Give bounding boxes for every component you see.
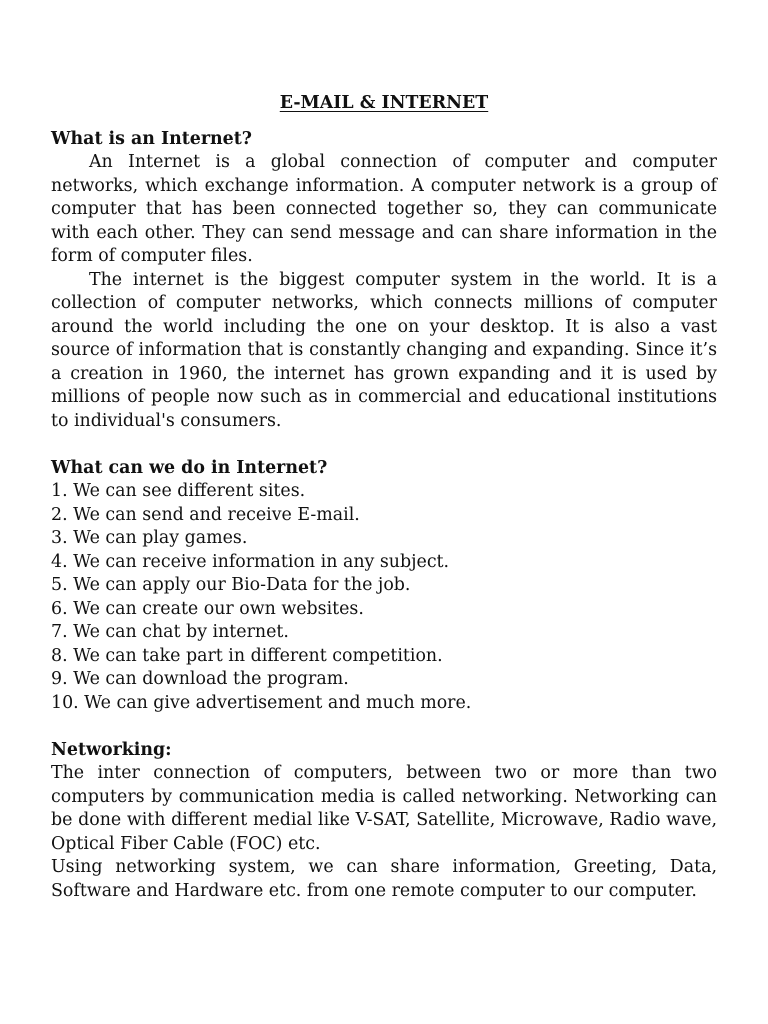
list-item: 3. We can play games. [51, 528, 248, 548]
spacer [51, 433, 717, 457]
spacer [51, 715, 717, 739]
numbered-list [51, 480, 717, 715]
list-item: 1. We can see different sites. [51, 481, 306, 501]
list-item: 6. We can create our own websites. [51, 598, 364, 619]
section-networking [51, 739, 717, 904]
section-heading: What is an Internet? [51, 128, 252, 149]
list-item: 8. We can take part in different competition. [51, 645, 443, 666]
list-item: 5. We can apply our Bio-Data for the job. [51, 575, 411, 595]
list-item: 4. We can receive information in any subject. [51, 551, 450, 572]
paragraph: Using networking system, we can share information, Greeting, Data, Software and Hardware etc. from one remote computer to our computer. [51, 857, 717, 901]
section-heading: What can we do in Internet? [51, 457, 328, 478]
paragraph: An Internet is a global connection of computer and computer networks, which exchange information. A computer network is a group of computer that has been connected together so, they can communicate with each other. They can send message and can share information in the form of computer files. [51, 152, 717, 266]
section-what-can-we-do [51, 457, 717, 716]
list-item: 9. We can download the program. [51, 669, 349, 689]
section-what-is-internet [51, 128, 717, 434]
list-item: 10. We can give advertisement and much more. [51, 692, 472, 713]
paragraph: The internet is the biggest computer system in the world. It is a collection of computer networks, which connects millions of computer around the world including the one on your desktop. It is also a vast source of information that is constantly changing and expanding. Since it’s a creation in 1960, the internet has grown expanding and it is used by millions of people now such as in commercial and educational institutions to individual's consumers. [51, 269, 717, 431]
list-item: 2. We can send and receive E-mail. [51, 504, 360, 525]
list-item: 7. We can chat by internet. [51, 622, 289, 642]
document-title: E-MAIL & INTERNET [279, 93, 489, 113]
paragraph: The inter connection of computers, between two or more than two computers by communication media is called networking. Networking can be done with different medial like V-SAT, Satellite, Microwave, Radio wave, Optical Fiber Cable (FOC) etc. [51, 763, 717, 854]
section-heading: Networking: [51, 739, 172, 760]
document-page [51, 92, 717, 903]
